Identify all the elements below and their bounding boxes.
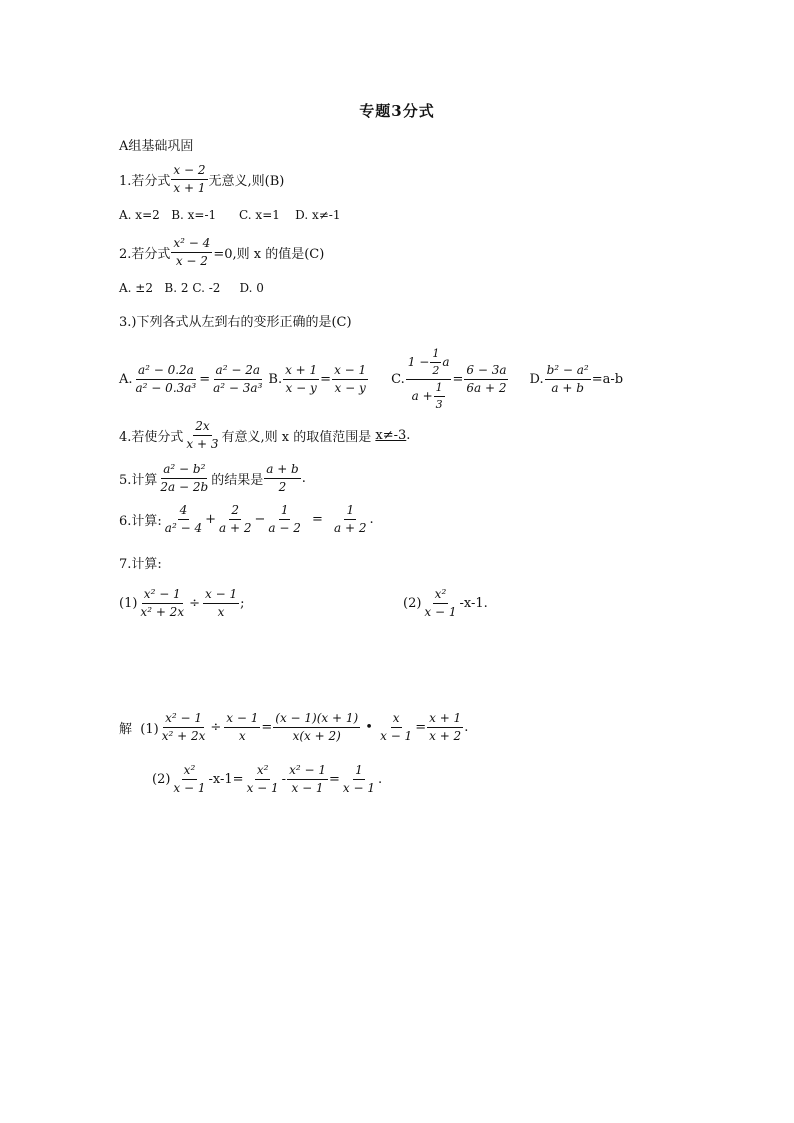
q7-p1-fraction-1 [138,588,186,619]
q2-suffix: =0,则 x 的值是(C) [213,247,325,263]
sol-num-1: x² − 1 [163,712,204,728]
q3-c-num-1-a: 1 − [407,355,430,369]
question-7 [119,553,162,572]
q2-fraction [171,237,212,268]
q4-answer: x≠-3 [375,428,407,444]
solution-label: 解 (1) [119,722,159,738]
q6-num-2: 2 [229,504,241,520]
sol2-fraction-1 [171,764,207,795]
sol-divide: ÷ [210,720,222,736]
question-3 [119,311,352,330]
q3-option-c-label: C. [391,372,405,388]
sol2-equals: = [328,772,340,788]
q3-b-num-2: x − 1 [332,364,368,380]
q7-p1-den-1: x² + 2x [140,605,185,620]
q3-b-equals: = [320,372,332,388]
q2-numerator: x² − 4 [171,237,212,253]
q6-answer-numerator: 1 [344,504,356,520]
q4-suffix: . [406,428,411,444]
q4-prefix: 4.若使分式 [119,430,184,446]
q5-fraction-1 [158,463,210,494]
sol2-num-4: 1 [353,764,365,780]
q7-p2-denominator: x − 1 [424,605,457,620]
sol2-fraction-3 [287,764,328,795]
sol-den-3: x(x + 2) [292,729,341,744]
q7-part-1 [119,588,244,619]
q7-p2-suffix: -x-1. [459,596,488,612]
sol-den-4: x − 1 [380,729,413,744]
q3-b-fraction-1 [283,364,319,395]
sol2-den-4: x − 1 [342,781,375,796]
sol-num-2: x − 1 [224,712,260,728]
q6-num-3: 1 [279,504,291,520]
sol2-den-1: x − 1 [173,781,206,796]
sol2-num-1: x² [182,764,198,780]
q4-denominator: x + 3 [186,437,219,452]
q2-options-text: A. ±2 B. 2 C. -2 D. 0 [119,281,264,295]
q3-a-equals: = [199,372,211,388]
q3-c-den-1-a: a + [411,389,433,404]
q1-prefix: 1.若分式 [119,174,171,190]
q3-option-a-label: A. [119,372,133,388]
q3-options [119,348,623,411]
q1-options [119,208,340,222]
q3-d-den-1: a + b [551,381,584,396]
q6-fraction-2 [217,504,253,535]
q1-suffix: 无意义,则(B) [208,174,285,190]
q3-d-suffix: =a-b [591,372,624,388]
q3-b-den-1: x − y [285,381,317,396]
q6-den-2: a + 2 [219,521,252,536]
q3-a-num-2: a² − 2a [214,364,262,380]
sol-equals-1: = [261,720,273,736]
sol2-num-3: x² − 1 [287,764,328,780]
q6-den-1: a² − 4 [164,521,203,536]
q2-options [119,281,264,295]
sol-num-3: (x − 1)(x + 1) [273,712,360,728]
sol-fraction-3 [273,712,360,743]
q2-prefix: 2.若分式 [119,247,171,263]
sol-num-4: x [391,712,402,728]
q3-c-den-1 [410,380,448,411]
sol-equals-2: = [415,720,427,736]
q1-fraction [171,164,207,195]
question-5 [119,463,306,494]
q5-suffix: . [301,471,306,487]
q6-minus: − [254,512,266,528]
solution-part-1 [119,712,468,743]
q3-a-fraction-1 [134,364,199,395]
q6-plus: + [205,512,216,528]
q3-c-den-1-inner-d: 3 [435,398,443,412]
sol-suffix: . [464,720,469,736]
sol-den-2: x [238,729,246,744]
q3-d-fraction-1 [545,364,591,395]
section-heading-text: A组基础巩固 [119,139,194,154]
q6-den-3: a − 2 [268,521,301,536]
sol-fraction-5 [427,712,463,743]
question-6 [119,504,374,535]
q3-stem: 3.)下列各式从左到右的变形正确的是(C) [119,315,352,330]
q3-a-fraction-2 [211,364,264,395]
q6-prefix: 6.计算: [119,514,162,530]
q4-middle: 有意义,则 x 的取值范围是 [221,430,376,446]
q5-denominator: 2a − 2b [160,480,209,495]
q6-equals: = [307,512,328,528]
q3-c-num-1-inner-n: 1 [430,348,441,363]
sol-fraction-4 [378,712,414,743]
sol2-num-2: x² [255,764,271,780]
q3-c-fraction-2 [464,364,508,395]
q7-p2-fraction [422,588,458,619]
sol-times: • [361,720,378,736]
q3-option-b-label: B. [268,372,283,388]
sol2-den-3: x − 1 [291,781,324,796]
q3-option-d-label: D. [529,372,544,388]
sol2-den-2: x − 1 [246,781,279,796]
q3-a-den-2: a² − 3a³ [213,381,263,396]
q3-a-num-1: a² − 0.2a [136,364,196,380]
q7-part-2 [403,588,488,619]
q5-prefix: 5.计算 [119,473,158,489]
q1-denominator: x + 1 [173,181,206,196]
q6-fraction-1 [163,504,204,535]
q5-fraction-2 [264,463,301,494]
sol2-suffix: . [377,772,383,788]
sol2-fraction-4 [341,764,377,795]
q3-c-fraction-1 [406,348,452,411]
q3-c-num-1-d: a [442,355,450,369]
q2-denominator: x − 2 [175,254,208,269]
question-2 [119,237,324,268]
q6-suffix: . [369,512,374,528]
question-4 [119,420,410,451]
q3-c-num-1-inner-d: 2 [432,364,440,378]
q3-b-den-2: x − y [334,381,366,396]
q4-numerator: 2x [193,420,211,436]
q6-answer-denominator: a + 2 [334,521,367,536]
question-1 [119,164,284,195]
q7-p1-num-1: x² − 1 [142,588,183,604]
q1-numerator: x − 2 [171,164,207,180]
q6-num-1: 4 [178,504,190,520]
q3-c-equals: = [452,372,464,388]
q5-answer-numerator: a + b [264,463,301,479]
q3-c-num-1-inner [430,348,441,377]
q6-fraction-4 [332,504,368,535]
q7-part-2-label: (2) [403,596,422,612]
q7-p1-num-2: x − 1 [203,588,239,604]
q4-fraction [184,420,220,451]
q1-options-text: A. x=2 B. x=-1 C. x=1 D. x≠-1 [119,208,341,222]
q7-part-1-label: (1) [119,596,138,612]
sol-num-5: x + 1 [427,712,463,728]
q7-p1-suffix: ; [240,596,245,612]
q3-a-den-1: a² − 0.3a³ [135,381,197,396]
q3-d-num-1: b² − a² [545,364,591,380]
sol2-minus: - [281,772,287,788]
sol2-fraction-2 [245,764,281,795]
q7-p1-den-2: x [217,605,225,620]
sol-fraction-2 [224,712,260,743]
q5-answer-denominator: 2 [278,480,287,495]
q3-c-num-2: 6 − 3a [464,364,508,380]
q3-c-num-1 [406,348,452,380]
q7-stem: 7.计算: [119,557,162,572]
page-title: 专题3分式 [359,102,435,120]
section-heading [119,135,193,154]
sol-den-5: x + 2 [429,729,462,744]
q3-c-den-1-inner [434,382,445,411]
q7-p2-numerator: x² [433,588,449,604]
q7-p1-fraction-2 [203,588,239,619]
q5-numerator: a² − b² [161,463,207,479]
q3-c-den-1-inner-n: 1 [434,382,445,397]
sol2-middle: -x-1= [208,772,244,788]
solution-part-2 [152,764,382,795]
q3-b-num-1: x + 1 [283,364,319,380]
sol-fraction-1 [160,712,208,743]
sol-den-1: x² + 2x [161,729,206,744]
q3-c-den-2: 6a + 2 [466,381,507,396]
q6-fraction-3 [266,504,302,535]
q3-b-fraction-2 [332,364,368,395]
solution-part-2-label: (2) [152,772,171,788]
q5-middle: 的结果是 [211,473,264,489]
q7-p1-divide: ÷ [189,596,200,612]
